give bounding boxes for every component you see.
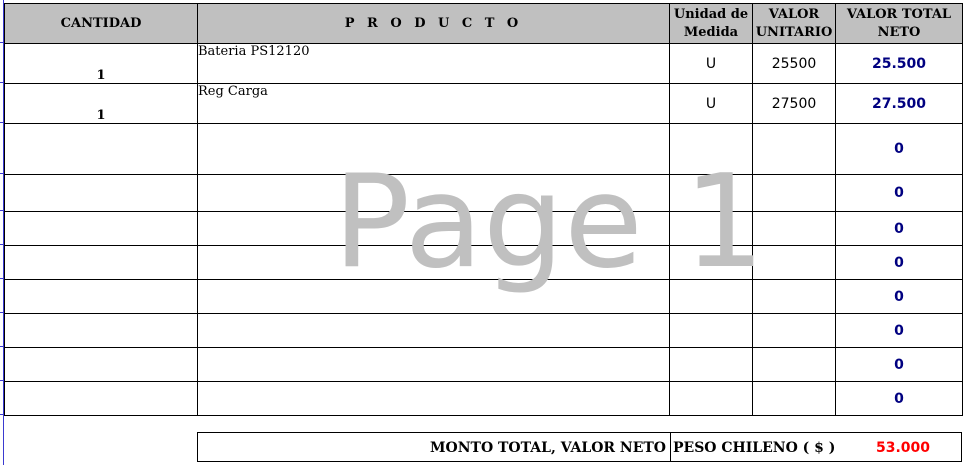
currency-label[interactable]: PESO CHILENO ( $ ) <box>673 440 836 456</box>
header-valor-total[interactable]: VALOR TOTAL NETO <box>836 4 963 44</box>
cell-producto[interactable] <box>198 348 670 382</box>
cell-unidad[interactable]: U <box>670 84 753 124</box>
cell-valor-total[interactable]: 0 <box>836 348 963 382</box>
cell-unidad[interactable] <box>670 246 753 280</box>
cell-producto[interactable] <box>198 175 670 212</box>
invoice-table <box>4 3 963 416</box>
cell-cantidad[interactable] <box>5 246 198 280</box>
cell-producto[interactable]: Bateria PS12120 <box>198 44 670 84</box>
cell-valor-unitario[interactable] <box>753 314 836 348</box>
cell-valor-unitario[interactable] <box>753 175 836 212</box>
table-row <box>5 124 963 175</box>
cell-cantidad[interactable] <box>5 348 198 382</box>
cell-valor-unitario[interactable]: 27500 <box>753 84 836 124</box>
cell-valor-unitario[interactable] <box>753 348 836 382</box>
header-row <box>5 4 963 44</box>
cell-valor-total[interactable]: 0 <box>836 124 963 175</box>
header-producto[interactable]: P R O D U C T O <box>198 4 670 44</box>
cell-cantidad[interactable] <box>5 212 198 246</box>
cell-cantidad[interactable] <box>5 280 198 314</box>
table-row <box>5 175 963 212</box>
cell-cantidad[interactable] <box>5 382 198 416</box>
table-row <box>5 212 963 246</box>
cell-producto[interactable] <box>198 124 670 175</box>
cell-valor-total[interactable]: 25.500 <box>836 44 963 84</box>
header-valor-unitario[interactable]: VALOR UNITARIO <box>753 4 836 44</box>
total-label[interactable]: MONTO TOTAL, VALOR NETO <box>430 440 666 456</box>
cell-producto[interactable] <box>198 280 670 314</box>
cell-valor-unitario[interactable] <box>753 280 836 314</box>
cell-unidad[interactable] <box>670 280 753 314</box>
cell-valor-unitario[interactable] <box>753 124 836 175</box>
cell-cantidad[interactable]: 1 <box>5 44 198 84</box>
cell-cantidad[interactable] <box>5 175 198 212</box>
cell-valor-unitario[interactable] <box>753 246 836 280</box>
cell-cantidad[interactable] <box>5 314 198 348</box>
table-row <box>5 44 963 84</box>
cell-unidad[interactable] <box>670 314 753 348</box>
summary-divider <box>670 432 671 462</box>
cell-unidad[interactable] <box>670 124 753 175</box>
table-row <box>5 382 963 416</box>
table-row <box>5 280 963 314</box>
table-row <box>5 314 963 348</box>
total-amount[interactable]: 53.000 <box>875 440 931 456</box>
total-summary-row <box>197 432 962 462</box>
cell-valor-total[interactable]: 0 <box>836 314 963 348</box>
table-row <box>5 348 963 382</box>
cell-producto[interactable] <box>198 212 670 246</box>
cell-valor-total[interactable]: 0 <box>836 280 963 314</box>
cell-cantidad[interactable] <box>5 124 198 175</box>
cell-valor-total[interactable]: 0 <box>836 212 963 246</box>
cell-valor-unitario[interactable]: 25500 <box>753 44 836 84</box>
cell-producto[interactable] <box>198 314 670 348</box>
table-row <box>5 246 963 280</box>
cell-valor-unitario[interactable] <box>753 382 836 416</box>
header-unidad-medida[interactable]: Unidad de Medida <box>670 4 753 44</box>
cell-unidad[interactable] <box>670 382 753 416</box>
header-cantidad[interactable]: CANTIDAD <box>5 4 198 44</box>
cell-producto[interactable] <box>198 246 670 280</box>
cell-valor-total[interactable]: 0 <box>836 382 963 416</box>
page-watermark: Page 1 <box>333 148 765 297</box>
cell-unidad[interactable] <box>670 212 753 246</box>
table-row <box>5 84 963 124</box>
cell-unidad[interactable]: U <box>670 44 753 84</box>
cell-valor-unitario[interactable] <box>753 212 836 246</box>
cell-unidad[interactable] <box>670 175 753 212</box>
cell-valor-total[interactable]: 0 <box>836 175 963 212</box>
cell-valor-total[interactable]: 27.500 <box>836 84 963 124</box>
cell-valor-total[interactable]: 0 <box>836 246 963 280</box>
cell-unidad[interactable] <box>670 348 753 382</box>
cell-cantidad[interactable]: 1 <box>5 84 198 124</box>
cell-producto[interactable] <box>198 382 670 416</box>
cell-producto[interactable]: Reg Carga <box>198 84 670 124</box>
